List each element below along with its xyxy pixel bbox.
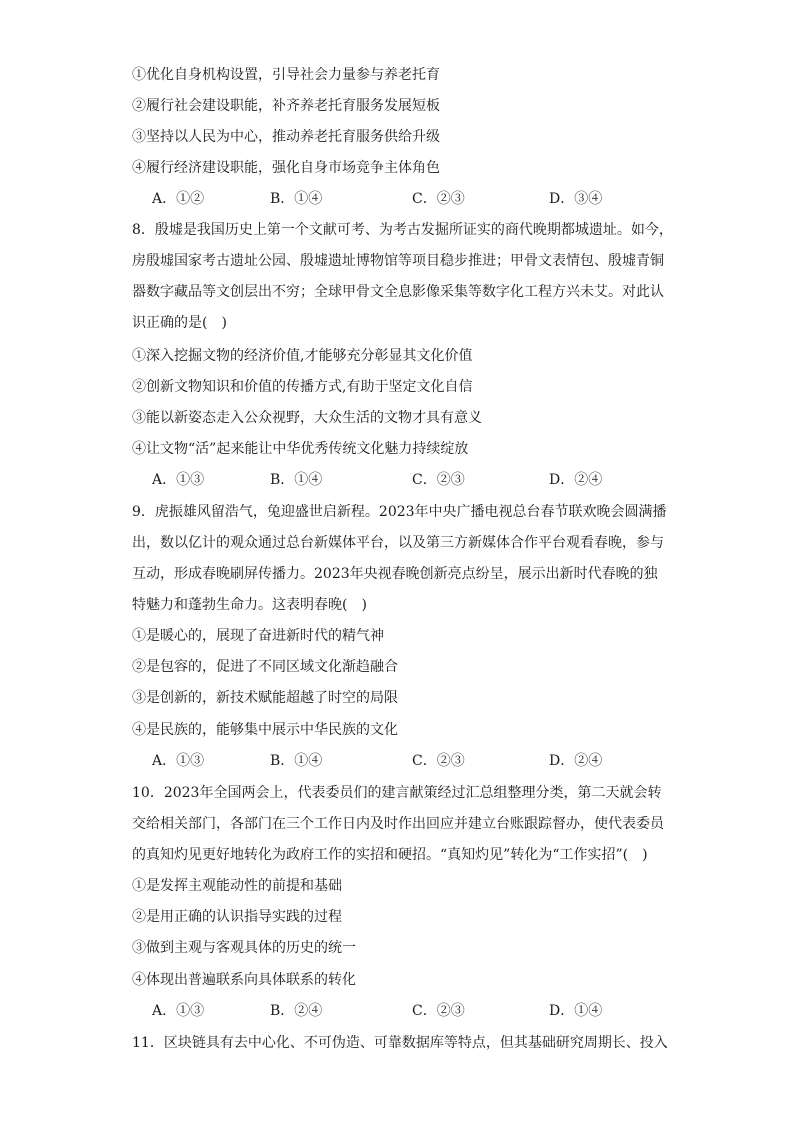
q8-choice-4: ④让文物“活”起来能让中华优秀传统文化魅力持续绽放	[132, 441, 469, 457]
q8-option-a: A．①③	[152, 472, 205, 488]
q9-choice-1: ①是暖心的，展现了奋进新时代的精气神	[132, 628, 384, 644]
q9-choice-4: ④是民族的，能够集中展示中华民族的文化	[132, 722, 398, 738]
q8-stem-line-3: 器数字藏品等文创层出不穷；全球甲骨文全息影像采集等数字化工程方兴未艾。对此认	[132, 284, 664, 300]
q9-stem-line-1: 9．虎振雄风留浩气，兔迎盛世启新程。2023年中央广播电视总台春节联欢晚会圆满播	[132, 504, 667, 520]
q7-options	[152, 190, 672, 208]
q10-option-c: C．②③	[412, 1003, 465, 1019]
q7-option-b: B．①④	[270, 191, 323, 207]
q10-stem-line-2: 交给相关部门，各部门在三个工作日内及时作出回应并建立台账跟踪督办，使代表委员	[132, 816, 664, 832]
q7-choice-4: ④履行经济建设职能，强化自身市场竞争主体角色	[132, 160, 440, 176]
q8-stem-line-2: 房殷墟国家考古遗址公园、殷墟遗址博物馆等项目稳步推进；甲骨文表情包、殷墟青铜	[132, 253, 664, 269]
q8-stem-line-4: 识正确的是( )	[132, 315, 227, 331]
q10-options	[152, 1002, 672, 1020]
q9-stem-line-4: 特魅力和蓬勃生命力。这表明春晚( )	[132, 597, 367, 613]
q8-stem-line-1: 8．殷墟是我国历史上第一个文献可考、为考古发掘所证实的商代晚期都城遗址。如今，	[132, 222, 673, 238]
q9-stem-line-2: 出，数以亿计的观众通过总台新媒体平台，以及第三方新媒体合作平台观看春晚，参与	[132, 535, 664, 551]
q9-choice-3: ③是创新的，新技术赋能超越了时空的局限	[132, 690, 398, 706]
q8-option-d: D．②④	[549, 472, 603, 488]
q10-choice-1: ①是发挥主观能动性的前提和基础	[132, 878, 342, 894]
q10-choice-4: ④体现出普遍联系向具体联系的转化	[132, 972, 356, 988]
q8-options	[152, 471, 672, 489]
q10-option-d: D．①④	[549, 1003, 603, 1019]
q7-option-c: C．②③	[412, 191, 465, 207]
q9-choice-2: ②是包容的，促进了不同区域文化渐趋融合	[132, 659, 398, 675]
q9-option-b: B．①④	[270, 753, 323, 769]
q8-choice-2: ②创新文物知识和价值的传播方式,有助于坚定文化自信	[132, 379, 473, 395]
q9-option-d: D．②④	[549, 753, 603, 769]
q10-option-b: B．②④	[270, 1003, 323, 1019]
q7-option-d: D．③④	[549, 191, 603, 207]
q9-stem-line-3: 互动，形成春晚刷屏传播力。2023年央视春晚创新亮点纷呈，展示出新时代春晚的独	[132, 566, 658, 582]
q9-option-c: C．②③	[412, 753, 465, 769]
q11-stem-line-1: 11．区块链具有去中心化、不可伪造、可靠数据库等特点，但其基础研究周期长、投入	[132, 1035, 668, 1051]
q10-choice-2: ②是用正确的认识指导实践的过程	[132, 909, 342, 925]
q10-stem-line-3: 的真知灼见更好地转化为政府工作的实招和硬招。“真知灼见”转化为“工作实招”( )	[132, 847, 648, 863]
q7-choice-1: ①优化自身机构设置，引导社会力量参与养老托育	[132, 67, 440, 83]
q7-choice-3: ③坚持以人民为中心，推动养老托育服务供给升级	[132, 129, 440, 145]
q8-option-b: B．①④	[270, 472, 323, 488]
q10-stem-line-1: 10．2023年全国两会上，代表委员们的建言献策经过汇总组整理分类，第二天就会转	[132, 785, 662, 801]
q9-options	[152, 752, 672, 770]
q10-choice-3: ③做到主观与客观具体的历史的统一	[132, 940, 356, 956]
q7-option-a: A．①②	[152, 191, 205, 207]
q8-option-c: C．②③	[412, 472, 465, 488]
q10-option-a: A．①③	[152, 1003, 205, 1019]
q9-option-a: A．①③	[152, 753, 205, 769]
q7-choice-2: ②履行社会建设职能，补齐养老托育服务发展短板	[132, 98, 440, 114]
q8-choice-1: ①深入挖掘文物的经济价值,才能够充分彰显其文化价值	[132, 348, 473, 364]
q8-choice-3: ③能以新姿态走入公众视野，大众生活的文物才具有意义	[132, 410, 482, 426]
